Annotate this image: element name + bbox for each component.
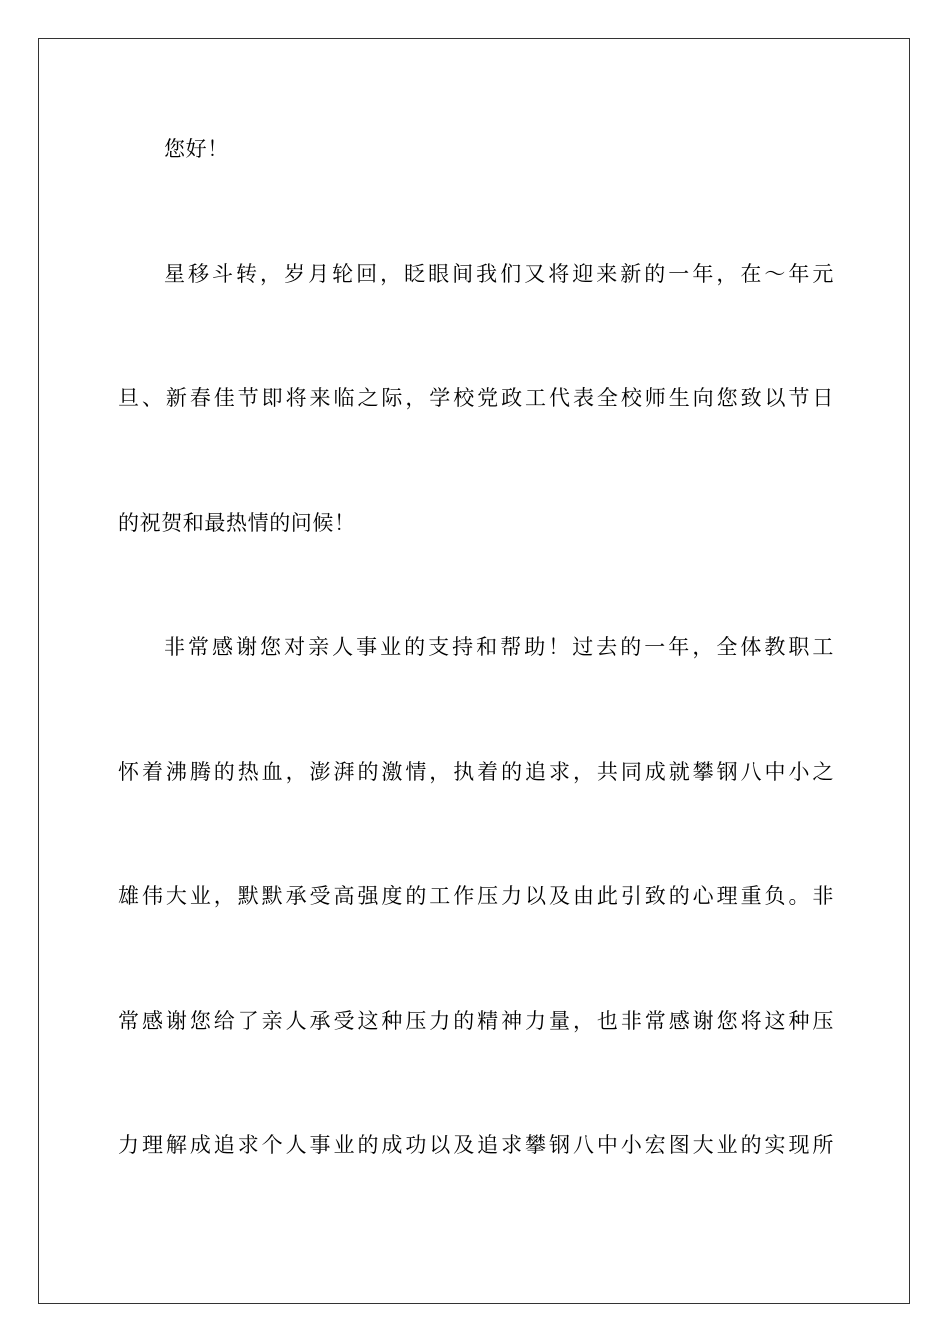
paragraph-1-line-1: 星移斗转，岁月轮回，眨眼间我们又将迎来新的一年，在～年元 bbox=[164, 262, 834, 286]
paragraph-2-line-1: 非常感谢您对亲人事业的支持和帮助！过去的一年，全体教职工 bbox=[164, 635, 834, 659]
greeting-line: 您好！ bbox=[164, 137, 229, 161]
paragraph-2-line-3: 雄伟大业，默默承受高强度的工作压力以及由此引致的心理重负。非 bbox=[118, 884, 834, 908]
paragraph-2-line-5: 力理解成追求个人事业的成功以及追求攀钢八中小宏图大业的实现所 bbox=[118, 1133, 834, 1157]
page-frame bbox=[38, 38, 910, 1304]
paragraph-1-line-3: 的祝贺和最热情的问候！ bbox=[118, 511, 356, 535]
paragraph-2-line-4: 常感谢您给了亲人承受这种压力的精神力量，也非常感谢您将这种压 bbox=[118, 1009, 834, 1033]
paragraph-2-line-2: 怀着沸腾的热血，澎湃的激情，执着的追求，共同成就攀钢八中小之 bbox=[118, 760, 834, 784]
paragraph-1-line-2: 旦、新春佳节即将来临之际，学校党政工代表全校师生向您致以节日 bbox=[118, 386, 834, 410]
